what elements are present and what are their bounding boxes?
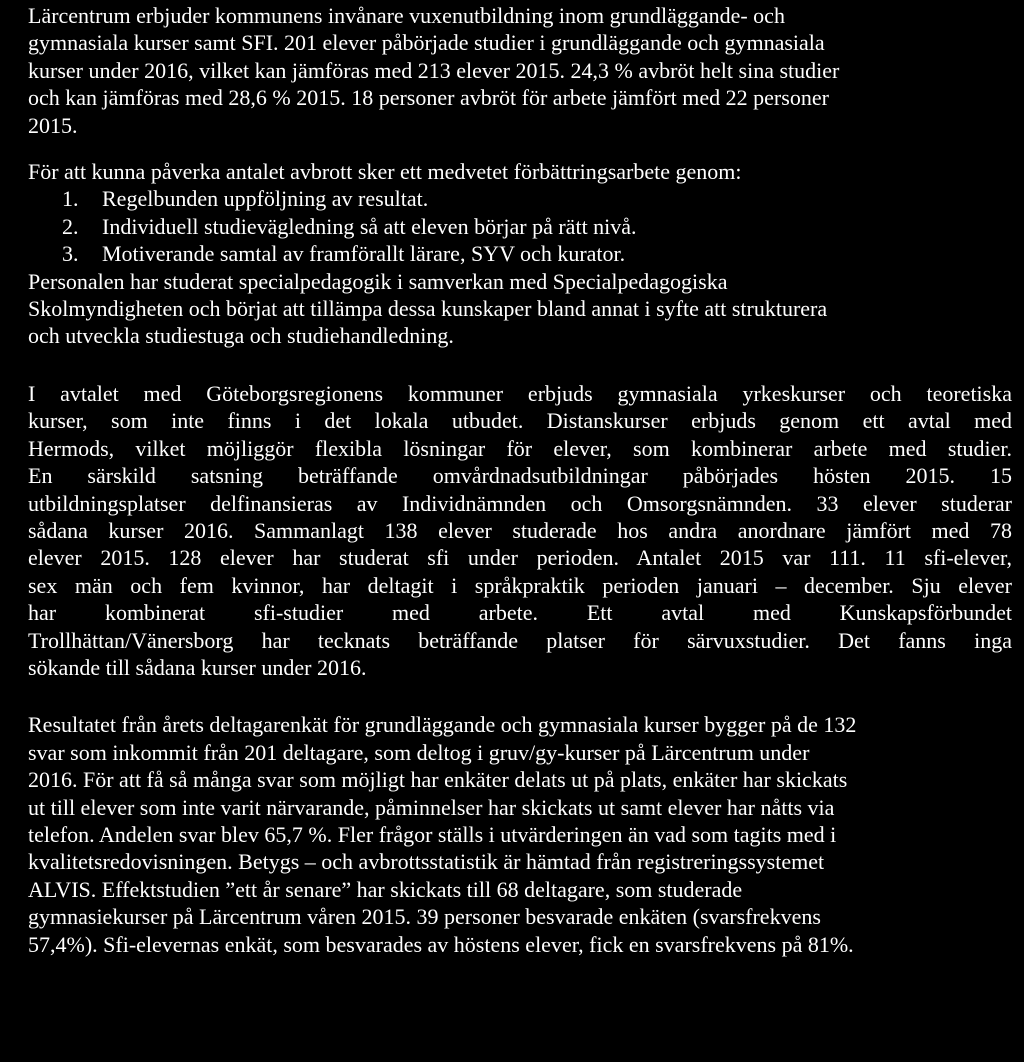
list-number: 1. bbox=[62, 186, 79, 212]
text-line: och kan jämföras med 28,6 % 2015. 18 personer avbröt för arbete jämfört med 22 personer bbox=[28, 85, 829, 111]
text-line: kurser under 2016, vilket kan jämföras med 213 elever 2015. 24,3 % avbröt helt sina studier bbox=[28, 57, 840, 83]
list-number: 2. bbox=[62, 213, 79, 239]
text-line: och utveckla studiestuga och studiehandledning. bbox=[28, 323, 454, 349]
text-line: telefon. Andelen svar blev 65,7 %. Fler frågor ställs i utvärderingen än vad som tagits med i bbox=[28, 821, 837, 847]
text-line: kvalitetsredovisningen. Betygs – och avbrottsstatistik är hämtad från registreringssystemet bbox=[28, 849, 825, 875]
text-line: Personalen har studerat specialpedagogik i samverkan med Specialpedagogiska bbox=[28, 268, 728, 294]
improvement-list bbox=[28, 185, 1012, 267]
text-line: 2016. För att få så många svar som möjligt har enkäter delats ut på plats, enkäter har skickats bbox=[28, 767, 848, 793]
document-page bbox=[28, 2, 1012, 958]
list-number: 3. bbox=[62, 241, 79, 267]
list-text: Motiverande samtal av framförallt lärare, SYV och kurator. bbox=[102, 241, 626, 267]
text-line: Hermods, vilket möjliggör flexibla lösningar för elever, som kombinerar arbete med studier. bbox=[28, 435, 1012, 461]
paragraph-agreements bbox=[28, 380, 1012, 681]
text-line: kurser, som inte finns i det lokala utbudet. Distanskurser erbjuds genom ett avtal med bbox=[28, 408, 1012, 434]
paragraph-survey-results bbox=[28, 711, 1012, 958]
text-line: Resultatet från årets deltagarenkät för grundläggande och gymnasiala kurser bygger på de 132 bbox=[28, 712, 857, 738]
text-line: Trollhättan/Vänersborg har tecknats beträffande platser för särvuxstudier. Det fanns inga bbox=[28, 627, 1012, 653]
text-line: Skolmyndigheten och börjat att tillämpa dessa kunskaper bland annat i syfte att strukturera bbox=[28, 296, 828, 322]
text-line: För att kunna påverka antalet avbrott sker ett medvetet förbättringsarbete genom: bbox=[28, 159, 742, 185]
text-line: har kombinerat sfi-studier med arbete. Ett avtal med Kunskapsförbundet bbox=[28, 600, 1012, 626]
text-line: ut till elever som inte varit närvarande, påminnelser har skickats ut samt elever har nåtts via bbox=[28, 794, 835, 820]
paragraph-special-education bbox=[28, 268, 1012, 350]
text-line: utbildningsplatser delfinansieras av Individnämnden och Omsorgsnämnden. 33 elever studerar bbox=[28, 490, 1012, 516]
text-line: gymnasiala kurser samt SFI. 201 elever påbörjade studier i grundläggande och gymnasiala bbox=[28, 30, 825, 56]
text-line: elever 2015. 128 elever har studerat sfi under perioden. Antalet 2015 var 111. 11 sfi-elever, bbox=[28, 545, 1012, 571]
text-line: sådana kurser 2016. Sammanlagt 138 elever studerade hos andra anordnare jämfört med 78 bbox=[28, 517, 1012, 543]
text-line: En särskild satsning beträffande omvårdnadsutbildningar påbörjades hösten 2015. 15 bbox=[28, 463, 1012, 489]
text-line: sökande till sådana kurser under 2016. bbox=[28, 654, 367, 680]
text-line: 2015. bbox=[28, 112, 78, 138]
list-item bbox=[28, 240, 1012, 267]
text-line: ALVIS. Effektstudien ”ett år senare” har skickats till 68 deltagare, som studerade bbox=[28, 876, 743, 902]
list-text: Regelbunden uppföljning av resultat. bbox=[102, 186, 429, 212]
paragraph-gap bbox=[28, 681, 1012, 711]
text-line: I avtalet med Göteborgsregionens kommuner erbjuds gymnasiala yrkeskurser och teoretiska bbox=[28, 380, 1012, 406]
text-line: gymnasiekurser på Lärcentrum våren 2015. 39 personer besvarade enkäten (svarsfrekvens bbox=[28, 904, 821, 930]
text-line: svar som inkommit från 201 deltagare, som deltog i gruv/gy-kurser på Lärcentrum under bbox=[28, 739, 810, 765]
paragraph-intro bbox=[28, 2, 1012, 139]
list-item bbox=[28, 185, 1012, 212]
text-line: Lärcentrum erbjuder kommunens invånare vuxenutbildning inom grundläggande- och bbox=[28, 3, 785, 28]
text-line: 57,4%). Sfi-elevernas enkät, som besvarades av höstens elever, fick en svarsfrekvens på 81%. bbox=[28, 931, 854, 957]
paragraph-gap bbox=[28, 139, 1012, 158]
text-line: sex män och fem kvinnor, har deltagit i språkpraktik perioden januari – december. Sju elever bbox=[28, 572, 1012, 598]
list-text: Individuell studievägledning så att eleven börjar på rätt nivå. bbox=[102, 213, 637, 239]
paragraph-improvement-intro bbox=[28, 158, 1012, 185]
paragraph-gap bbox=[28, 350, 1012, 380]
list-item bbox=[28, 213, 1012, 240]
